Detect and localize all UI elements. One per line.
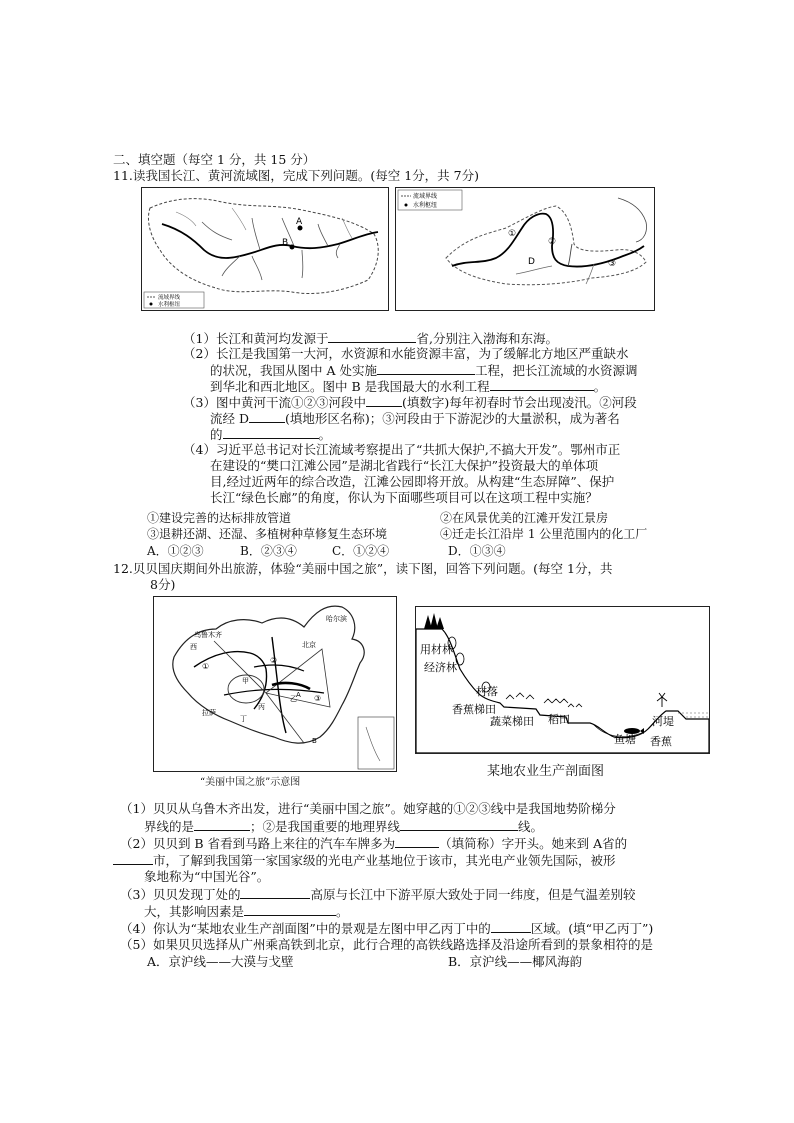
map-label-A-province: A bbox=[296, 691, 301, 699]
answer-blank-q11-3a[interactable] bbox=[366, 394, 402, 407]
profile-label-rice-field: 稻田 bbox=[548, 713, 570, 726]
q12-p2-line1: （2）贝贝到 B 省看到马路上来往的汽车车牌多为 （填简称）字开头。她来到 A省的 bbox=[120, 836, 628, 851]
legend-basin-boundary: 流域界线 bbox=[158, 295, 181, 301]
profile-label-banana-terrace: 香蕉梯田 bbox=[452, 703, 496, 716]
map-label-reach-1: ① bbox=[508, 229, 517, 239]
answer-blank-q11-3c[interactable] bbox=[223, 426, 319, 439]
profile-label-economic-forest: 经济林 bbox=[424, 661, 457, 674]
map-label-D: D bbox=[528, 257, 535, 267]
map-label-beijing: 北京 bbox=[302, 641, 316, 649]
section-title: 二、填空题（每空 1 分，共 15 分） bbox=[113, 152, 316, 167]
map-label-yi: 乙 bbox=[290, 695, 297, 703]
q11-p3-line3: 的 。 bbox=[210, 427, 332, 442]
q12-p1-line2: 界线的是 ；②是我国重要的地理界线 线。 bbox=[144, 819, 544, 834]
q11-choice-B[interactable]: B．②③④ bbox=[240, 544, 297, 558]
answer-blank-q12-1b[interactable] bbox=[400, 818, 518, 831]
map-label-lhasa: 拉萨 bbox=[202, 709, 216, 717]
china-travel-map-drawing bbox=[154, 597, 396, 771]
q11-p4-line1: （4）习近平总书记对长江流域考察提出了“共抓大保护,不搞大开发”。鄂州市正 bbox=[183, 442, 621, 457]
map-label-line-3: ③ bbox=[314, 694, 322, 703]
q11-item-4: ④迁走长江沿岸 1 公里范围内的化工厂 bbox=[440, 527, 648, 541]
profile-label-levee: 河堤 bbox=[652, 715, 674, 728]
legend-basin-boundary-2: 流域界线 bbox=[413, 193, 438, 200]
q11-choice-A[interactable]: A．①②③ bbox=[147, 544, 204, 558]
yellow-river-basin-map bbox=[395, 187, 655, 311]
q11-p4-line2: 在建设的“樊口江滩公园”是湖北省践行“长江大保护”投资最大的单体项 bbox=[210, 458, 599, 473]
agriculture-profile-diagram bbox=[415, 606, 710, 754]
q11-p2-line2: 的状况，我国从图中 A 处实施 工程，把长江流域的水资源调 bbox=[210, 363, 638, 378]
answer-blank-q11-3b[interactable] bbox=[249, 410, 285, 423]
map-label-A: A bbox=[296, 217, 303, 227]
q12-p5: （5）如果贝贝选择从广州乘高铁到北京，此行合理的高铁线路选择及沿途所看到的景象相符的是 bbox=[120, 937, 653, 952]
answer-blank-q11-2b[interactable] bbox=[490, 378, 594, 391]
map-label-line-2: ② bbox=[270, 656, 278, 665]
q11-p3-line1: （3）图中黄河干流①②③河段中 (填数字)每年初春时节会出现凌汛。②河段 bbox=[183, 395, 637, 410]
q12-p2-line2: 市，了解到我国第一家国家级的光电产业基地位于该市，其光电产业领先国际，被形 bbox=[113, 852, 616, 869]
answer-blank-q11-1[interactable] bbox=[328, 330, 416, 343]
map-label-ding: 丁 bbox=[240, 715, 247, 723]
q12-stem-line1: 12.贝贝国庆期间外出旅游，体验“美丽中国之旅”，读下图，回答下列问题。(每空 1分，共 bbox=[113, 561, 613, 576]
q11-p3-line2: 流经 D (填地形区名称)；③河段由于下游泥沙的大量淤积，成为著名 bbox=[210, 411, 620, 426]
answer-blank-q12-1a[interactable] bbox=[194, 818, 250, 831]
q12-option-A[interactable]: A．京沪线——大漠与戈壁 bbox=[147, 954, 294, 969]
map-label-reach-3: ③ bbox=[608, 259, 617, 269]
profile-label-banana: 香蕉 bbox=[650, 735, 672, 748]
answer-blank-q12-4[interactable] bbox=[491, 920, 531, 933]
map-label-bing: 丙 bbox=[258, 703, 265, 711]
legend-hydro-hub: 水利枢纽 bbox=[158, 302, 181, 308]
yangtze-basin-map-drawing bbox=[142, 188, 388, 310]
q11-p2-line1: （2）长江是我国第一大河，水资源和水能资源丰富，为了缓解北方地区严重缺水 bbox=[183, 346, 629, 361]
yangtze-basin-map bbox=[141, 187, 389, 311]
q11-choice-D[interactable]: D．①③④ bbox=[448, 544, 506, 558]
q11-item-3: ③退耕还湖、还湿、多植树种草修复生态环境 bbox=[147, 527, 388, 541]
map-label-harbin: 哈尔滨 bbox=[326, 615, 347, 623]
q11-p4-line4: 长江“绿色长廊”的角度，你认为下面哪些项目可以在这项工程中实施？ bbox=[210, 490, 598, 505]
map-label-line-1: ① bbox=[202, 662, 210, 671]
q12-p1-line1: （1）贝贝从乌鲁木齐出发，进行“美丽中国之旅”。她穿越的①②③线中是我国地势阶梯分 bbox=[120, 801, 616, 816]
map-label-reach-2: ② bbox=[548, 237, 557, 247]
q11-p1: （1）长江和黄河均发源于 省,分别注入渤海和东海。 bbox=[183, 331, 558, 346]
answer-blank-q11-2a[interactable] bbox=[377, 362, 475, 375]
map-label-jia: 甲 bbox=[242, 677, 249, 685]
q11-item-2: ②在风景优美的江滩开发江景房 bbox=[440, 511, 609, 525]
q12-p2-line3: 象地称为“中国光谷”。 bbox=[144, 869, 270, 884]
china-travel-map bbox=[153, 596, 397, 772]
agriculture-profile-drawing bbox=[416, 607, 709, 753]
answer-blank-q12-2b[interactable] bbox=[113, 852, 153, 865]
map-label-B-province: B bbox=[312, 737, 317, 745]
profile-label-vegetable-terrace: 蔬菜梯田 bbox=[490, 715, 534, 728]
q11-choice-C[interactable]: C．①②④ bbox=[332, 544, 390, 558]
q12-p3-line1: （3）贝贝发现丁处的 高原与长江中下游平原大致处于同一纬度，但是气温差别较 bbox=[120, 887, 636, 902]
map-label-west: 西 bbox=[190, 643, 197, 651]
answer-blank-q12-3b[interactable] bbox=[244, 903, 336, 916]
q11-item-1: ①建设完善的达标排放管道 bbox=[147, 511, 292, 525]
q12-p3-line2: 大，其影响因素是 。 bbox=[144, 904, 349, 919]
profile-caption: 某地农业生产剖面图 bbox=[487, 764, 605, 779]
q11-p4-line3: 目,经过近两年的综合改造，江滩公园即将开放。从构建“生态屏障”、保护 bbox=[210, 474, 615, 489]
q11-p2-line3: 到华北和西北地区。图中 B 是我国最大的水利工程 。 bbox=[210, 379, 607, 394]
legend-hydro-hub-2: 水利枢纽 bbox=[413, 202, 438, 209]
profile-label-timber-forest: 用材林 bbox=[420, 643, 453, 656]
q12-option-B[interactable]: B．京沪线——椰风海韵 bbox=[448, 954, 583, 969]
answer-blank-q12-3a[interactable] bbox=[240, 886, 310, 899]
q12-p4: （4）你认为“某地农业生产剖面图”中的景观是左图中甲乙丙丁中的 区域。(填“甲乙丙丁”) bbox=[120, 921, 654, 936]
q12-stem-line2: 8分) bbox=[150, 577, 176, 592]
profile-label-fish-pond: 鱼塘 bbox=[614, 733, 636, 746]
q11-stem: 11.读我国长江、黄河流域图，完成下列问题。(每空 1分，共 7分) bbox=[113, 168, 479, 183]
yellow-river-basin-map-drawing bbox=[396, 188, 654, 310]
profile-label-village: 村落 bbox=[476, 685, 498, 698]
answer-blank-q12-2a[interactable] bbox=[395, 835, 439, 848]
map-label-B: B bbox=[282, 238, 289, 248]
china-map-caption: “美丽中国之旅”示意图 bbox=[200, 777, 301, 788]
map-label-urumqi: 乌鲁木齐 bbox=[194, 631, 222, 639]
